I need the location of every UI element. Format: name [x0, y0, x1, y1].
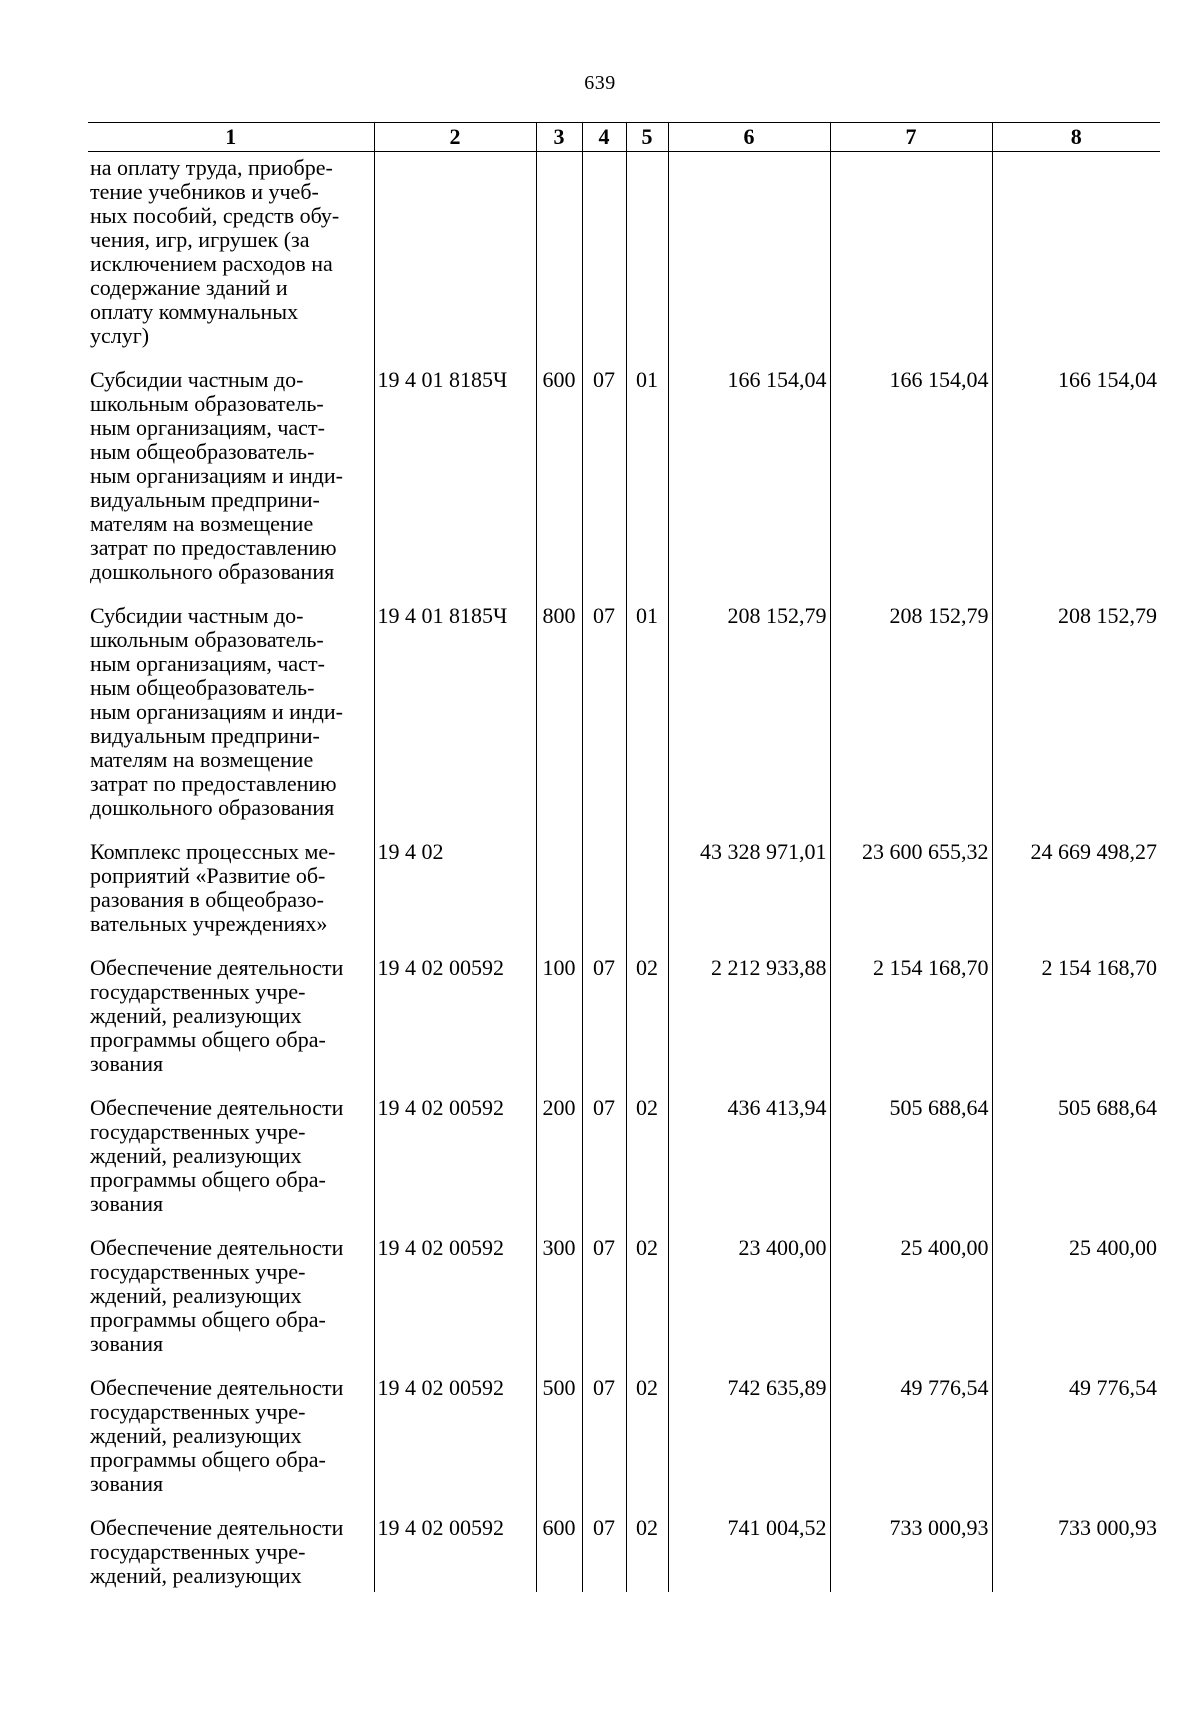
description-line: дошкольного образования — [90, 795, 335, 820]
table-row — [88, 1508, 1160, 1592]
row-code: 19 4 02 00592 — [374, 1088, 536, 1228]
description-line: ным общеобразователь- — [90, 675, 315, 700]
row-amount-7: 166 154,04 — [830, 360, 992, 596]
row-col-5: 02 — [626, 1228, 668, 1368]
description-line: ным организациям, част- — [90, 651, 325, 676]
description-line: Субсидии частным до- — [90, 603, 304, 628]
row-description — [88, 360, 374, 596]
description-line: Обеспечение деятельности — [90, 1095, 344, 1120]
description-line: ным общеобразователь- — [90, 439, 315, 464]
description-line: Обеспечение деятельности — [90, 1235, 344, 1260]
description-line: услуг) — [90, 323, 150, 348]
description-line: ным организациям, част- — [90, 415, 325, 440]
row-col-5: 02 — [626, 1088, 668, 1228]
description-line: видуальным предприни- — [90, 723, 320, 748]
row-amount-7: 23 600 655,32 — [830, 832, 992, 948]
row-description — [88, 1368, 374, 1508]
description-line: роприятий «Развитие об- — [90, 863, 326, 888]
row-col-5: 02 — [626, 948, 668, 1088]
description-line: государственных учре- — [90, 1259, 306, 1284]
col-header-2: 2 — [374, 123, 536, 152]
row-amount-6 — [668, 152, 830, 361]
description-line: Субсидии частным до- — [90, 367, 304, 392]
description-line: чения, игр, игрушек (за — [90, 227, 310, 252]
row-col-3: 600 — [536, 1508, 582, 1592]
description-line: государственных учре- — [90, 1539, 306, 1564]
description-line: Обеспечение деятельности — [90, 1515, 344, 1540]
table-row — [88, 948, 1160, 1088]
description-line: вательных учреждениях» — [90, 911, 328, 936]
description-line: ждений, реализующих — [90, 1143, 302, 1168]
description-line: Комплекс процессных ме- — [90, 839, 336, 864]
description-line: ным организациям и инди- — [90, 699, 343, 724]
page-number: 639 — [584, 72, 616, 94]
row-col-5 — [626, 152, 668, 361]
table-row — [88, 360, 1160, 596]
row-amount-7: 505 688,64 — [830, 1088, 992, 1228]
col-header-8: 8 — [992, 123, 1160, 152]
description-line: программы общего обра- — [90, 1447, 326, 1472]
row-amount-8: 25 400,00 — [992, 1228, 1160, 1368]
row-amount-8: 505 688,64 — [992, 1088, 1160, 1228]
description-line: мателям на возмещение — [90, 511, 314, 536]
row-amount-8 — [992, 152, 1160, 361]
row-amount-6: 208 152,79 — [668, 596, 830, 832]
description-line: на оплату труда, приобре- — [90, 155, 333, 180]
row-description — [88, 152, 374, 361]
row-amount-6: 43 328 971,01 — [668, 832, 830, 948]
row-amount-6: 742 635,89 — [668, 1368, 830, 1508]
description-line: видуальным предприни- — [90, 487, 320, 512]
row-col-3 — [536, 832, 582, 948]
row-col-4: 07 — [582, 360, 626, 596]
description-line: разования в общеобразо- — [90, 887, 324, 912]
row-code: 19 4 02 — [374, 832, 536, 948]
row-code: 19 4 02 00592 — [374, 1368, 536, 1508]
description-line: ждений, реализующих — [90, 1563, 302, 1588]
row-col-4: 07 — [582, 1088, 626, 1228]
row-col-4: 07 — [582, 596, 626, 832]
row-amount-7: 733 000,93 — [830, 1508, 992, 1592]
row-col-4: 07 — [582, 1508, 626, 1592]
row-amount-8: 166 154,04 — [992, 360, 1160, 596]
row-amount-6: 23 400,00 — [668, 1228, 830, 1368]
row-col-3: 300 — [536, 1228, 582, 1368]
row-col-3: 200 — [536, 1088, 582, 1228]
row-description — [88, 1508, 374, 1592]
row-code: 19 4 02 00592 — [374, 948, 536, 1088]
col-header-3: 3 — [536, 123, 582, 152]
row-description — [88, 596, 374, 832]
row-col-4: 07 — [582, 1228, 626, 1368]
row-col-4 — [582, 152, 626, 361]
description-line: зования — [90, 1471, 164, 1496]
row-amount-6: 741 004,52 — [668, 1508, 830, 1592]
row-col-5 — [626, 832, 668, 948]
description-line: государственных учре- — [90, 1399, 306, 1424]
description-line: мателям на возмещение — [90, 747, 314, 772]
row-col-3: 500 — [536, 1368, 582, 1508]
row-col-5: 01 — [626, 596, 668, 832]
col-header-5: 5 — [626, 123, 668, 152]
row-col-5: 02 — [626, 1368, 668, 1508]
row-code: 19 4 02 00592 — [374, 1508, 536, 1592]
header-row — [88, 123, 1160, 152]
row-amount-7: 208 152,79 — [830, 596, 992, 832]
col-header-7: 7 — [830, 123, 992, 152]
row-col-5: 02 — [626, 1508, 668, 1592]
table-row — [88, 1368, 1160, 1508]
description-line: зования — [90, 1331, 164, 1356]
row-description — [88, 1228, 374, 1368]
description-line: государственных учре- — [90, 1119, 306, 1144]
row-col-3: 100 — [536, 948, 582, 1088]
table-row — [88, 1088, 1160, 1228]
col-header-1: 1 — [88, 123, 374, 152]
row-amount-8: 733 000,93 — [992, 1508, 1160, 1592]
row-amount-8: 2 154 168,70 — [992, 948, 1160, 1088]
description-line: ждений, реализующих — [90, 1283, 302, 1308]
row-description — [88, 1088, 374, 1228]
description-line: программы общего обра- — [90, 1027, 326, 1052]
row-amount-8: 49 776,54 — [992, 1368, 1160, 1508]
row-code: 19 4 01 8185Ч — [374, 360, 536, 596]
row-amount-7: 49 776,54 — [830, 1368, 992, 1508]
col-header-4: 4 — [582, 123, 626, 152]
row-amount-8: 208 152,79 — [992, 596, 1160, 832]
row-code — [374, 152, 536, 361]
description-line: программы общего обра- — [90, 1167, 326, 1192]
description-line: Обеспечение деятельности — [90, 955, 344, 980]
table-row — [88, 1228, 1160, 1368]
description-line: затрат по предоставлению — [90, 535, 337, 560]
table-row — [88, 832, 1160, 948]
description-line: зования — [90, 1191, 164, 1216]
description-line: школьным образователь- — [90, 627, 324, 652]
row-code: 19 4 01 8185Ч — [374, 596, 536, 832]
description-line: оплату коммунальных — [90, 299, 299, 324]
row-description — [88, 832, 374, 948]
col-header-6: 6 — [668, 123, 830, 152]
row-col-3: 800 — [536, 596, 582, 832]
row-col-4: 07 — [582, 1368, 626, 1508]
row-col-4 — [582, 832, 626, 948]
table-body — [88, 152, 1160, 1593]
description-line: ждений, реализующих — [90, 1003, 302, 1028]
row-col-3 — [536, 152, 582, 361]
row-amount-7: 2 154 168,70 — [830, 948, 992, 1088]
description-line: ным организациям и инди- — [90, 463, 343, 488]
table-row — [88, 596, 1160, 832]
description-line: программы общего обра- — [90, 1307, 326, 1332]
table-row — [88, 152, 1160, 361]
row-description — [88, 948, 374, 1088]
row-col-4: 07 — [582, 948, 626, 1088]
description-line: дошкольного образования — [90, 559, 335, 584]
row-code: 19 4 02 00592 — [374, 1228, 536, 1368]
description-line: зования — [90, 1051, 164, 1076]
row-col-5: 01 — [626, 360, 668, 596]
description-line: затрат по предоставлению — [90, 771, 337, 796]
row-amount-6: 436 413,94 — [668, 1088, 830, 1228]
row-col-3: 600 — [536, 360, 582, 596]
row-amount-7: 25 400,00 — [830, 1228, 992, 1368]
description-line: Обеспечение деятельности — [90, 1375, 344, 1400]
description-line: ждений, реализующих — [90, 1423, 302, 1448]
description-line: содержание зданий и — [90, 275, 288, 300]
row-amount-7 — [830, 152, 992, 361]
description-line: государственных учре- — [90, 979, 306, 1004]
description-line: тение учебников и учеб- — [90, 179, 319, 204]
description-line: исключением расходов на — [90, 251, 333, 276]
row-amount-6: 2 212 933,88 — [668, 948, 830, 1088]
row-amount-8: 24 669 498,27 — [992, 832, 1160, 948]
description-line: школьным образователь- — [90, 391, 324, 416]
description-line: ных пособий, средств обу- — [90, 203, 340, 228]
row-amount-6: 166 154,04 — [668, 360, 830, 596]
budget-table — [88, 122, 1160, 1592]
